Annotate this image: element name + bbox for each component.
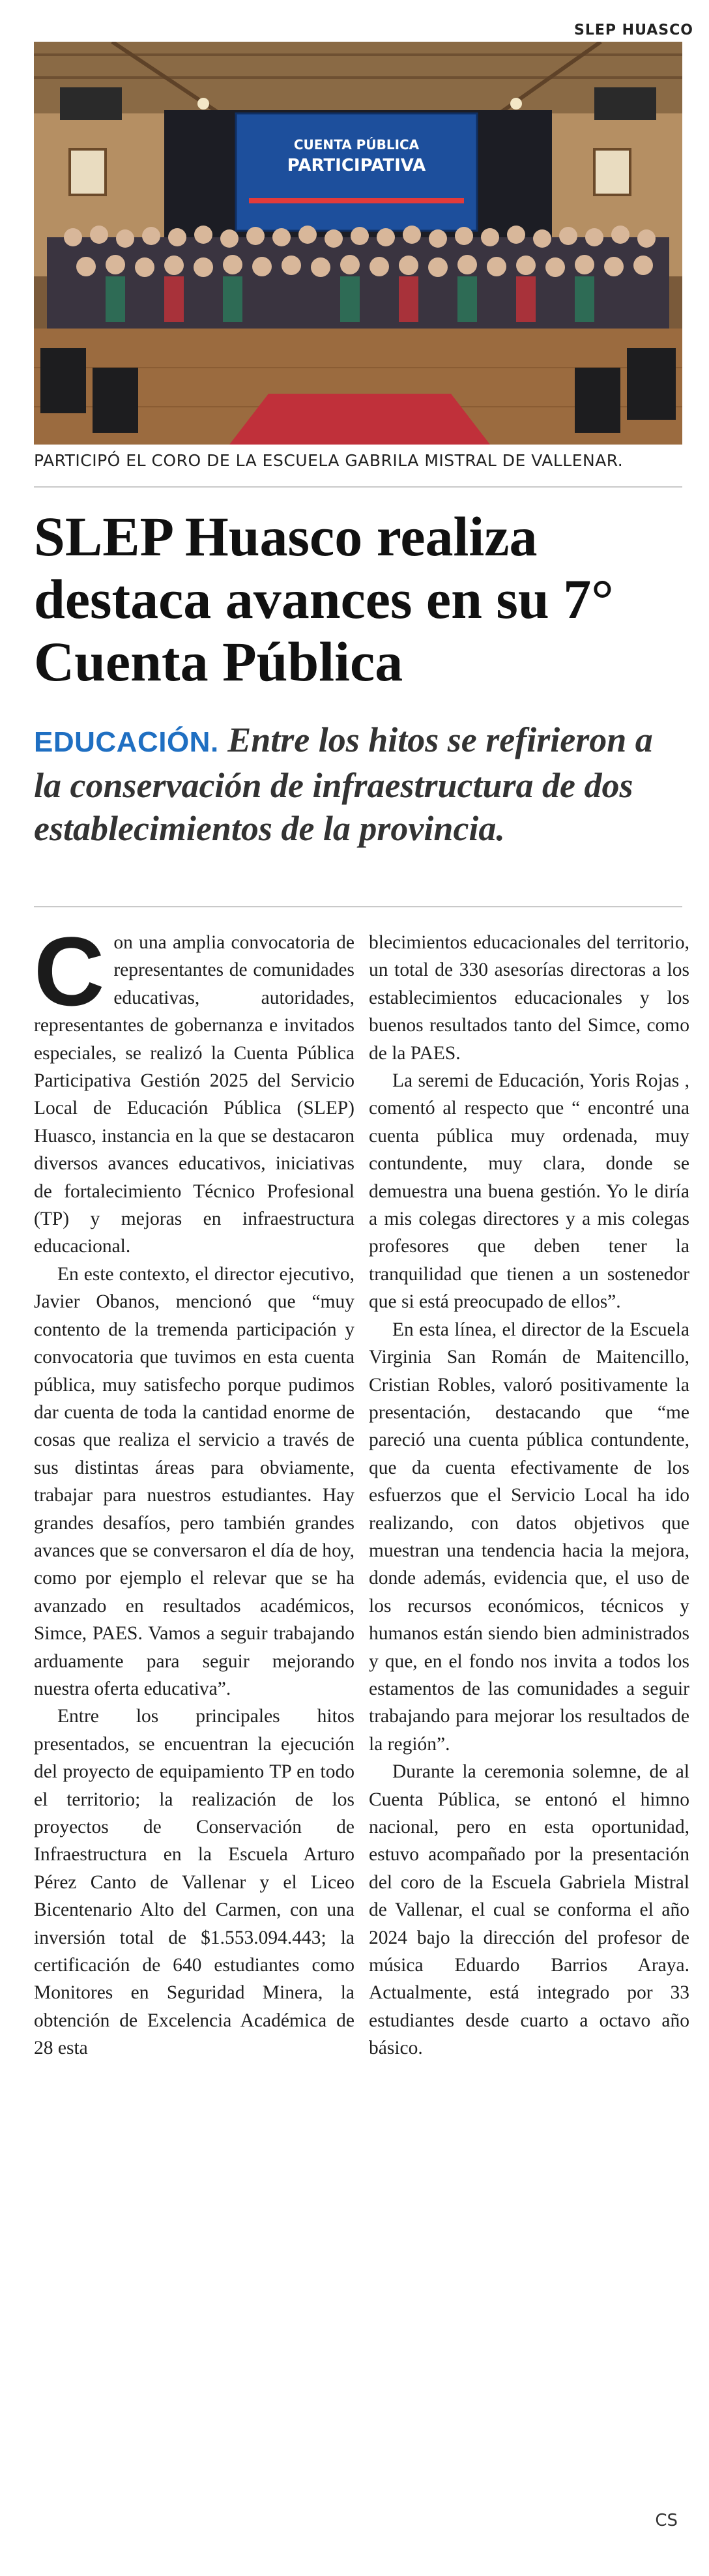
deck-kicker: EDUCACIÓN. <box>34 726 219 758</box>
paragraph-text: on una amplia convocatoria de representantes de comunidades educativas, autoridades, representantes de gobernanza e invitados especiales, se realizó la Cuenta Pública Participativa Gestión 2025 del Servicio Local de Educación Pública (SLEP) Huasco, instancia en la que se destacaron diversos avances educativos, iniciativas de fortalecimiento Técnico Profesional (TP) y mejoras en infraestructura educacional. <box>34 932 354 1257</box>
article-column-right <box>369 929 689 2062</box>
banner-line2: PARTICIPATIVA <box>287 156 426 175</box>
paragraph: En este contexto, el director ejecutivo, Javier Obanos, mencionó que “muy contento de la tremenda participación y convocatoria que tuvimos en esta cuenta pública, muy satisfecho porque pudimos dar cuenta de toda la cantidad enorme de cosas que realiza el servicio a través de sus distintas áreas para obviamente, trabajar para nuestros estudiantes. Hay grandes desafíos, pero también grandes avances que se conversaron el día de hoy, como por ejemplo el relevar que se ha avanzado en resultados académicos, Simce, PAES. Vamos a seguir trabajando arduamente para seguir mejorando nuestra oferta educativa”. <box>34 1263 354 1699</box>
divider <box>34 486 682 488</box>
end-mark: CS <box>655 2511 678 2530</box>
deck-text: Entre los hitos se refirieron a la conservación de infraestructura de dos establecimientos de la provincia. <box>34 720 653 848</box>
article-column-left <box>34 916 354 2062</box>
paragraph: La seremi de Educación, Yoris Rojas , comentó al respecto que “ encontré una cuenta pública muy ordenada, muy contundente, muy clara, donde se demuestra una buena gestión. Yo le diría a mis colegas directores y a mis colegas profesores que deben tener la tranquilidad que tienen a un sostenedor que si está preocupado de ellos”. <box>369 1070 689 1313</box>
banner-line1: CUENTA PÚBLICA <box>293 137 420 153</box>
section-tag: SLEP HUASCO <box>574 22 693 38</box>
paragraph <box>34 916 354 1261</box>
photo-caption: PARTICIPÓ EL CORO DE LA ESCUELA GABRILA MISTRAL DE VALLENAR. <box>34 451 624 470</box>
headline: SLEP Huasco realiza destaca avances en su 7° Cuenta Pública <box>34 505 614 693</box>
drop-cap: C <box>34 916 105 1026</box>
paragraph: En esta línea, el director de la Escuela Virginia San Román de Maitencillo, Cristian Robles, valoró positivamente la presentación, destacando que “me pareció una cuenta pública contundente, que da cuenta efectivamente de los esfuerzos que el Servicio Local ha ido realizando, con datos objetivos que muestran una tendencia hacia la mejora, donde además, evidencia que, el uso de los recursos económicos, técnicos y humanos están siendo bien administrados y que, en el fondo nos invita a todos los estamentos de las comunidades a seguir trabajando para mejorar los resultados de la región”. <box>369 1319 689 1755</box>
paragraph: blecimientos educacionales del territorio, un total de 330 asesorías directoras a los establecimientos educacionales y los buenos resultados tanto del Simce, como de la PAES. <box>369 932 689 1064</box>
divider <box>34 906 682 907</box>
paragraph: Durante la ceremonia solemne, de al Cuenta Pública, se entonó el himno nacional, pero en esta oportunidad, estuvo acompañado por la presentación del coro de la Escuela Gabriela Mistral de Vallenar, el cual se conforma el año 2024 bajo la dirección del profesor de música Eduardo Barrios Araya. Actualmente, está integrado por 33 estudiantes desde cuarto a octavo año básico. <box>369 1761 689 2059</box>
deck <box>34 718 686 850</box>
paragraph: Entre los principales hitos presentados, se encuentran la ejecución del proyecto de equipamiento TP en todo el territorio; la realización de los proyectos de Conservación de Infraestructura en la Escuela Arturo Pérez Canto de Vallenar y el Liceo Bicentenario Alto del Carmen, con una inversión total de $1.553.094.443; la certificación de 640 estudiantes como Monitores en Seguridad Minera, la obtención de Excelencia Académica de 28 esta <box>34 1706 354 2059</box>
event-photo <box>34 42 682 445</box>
